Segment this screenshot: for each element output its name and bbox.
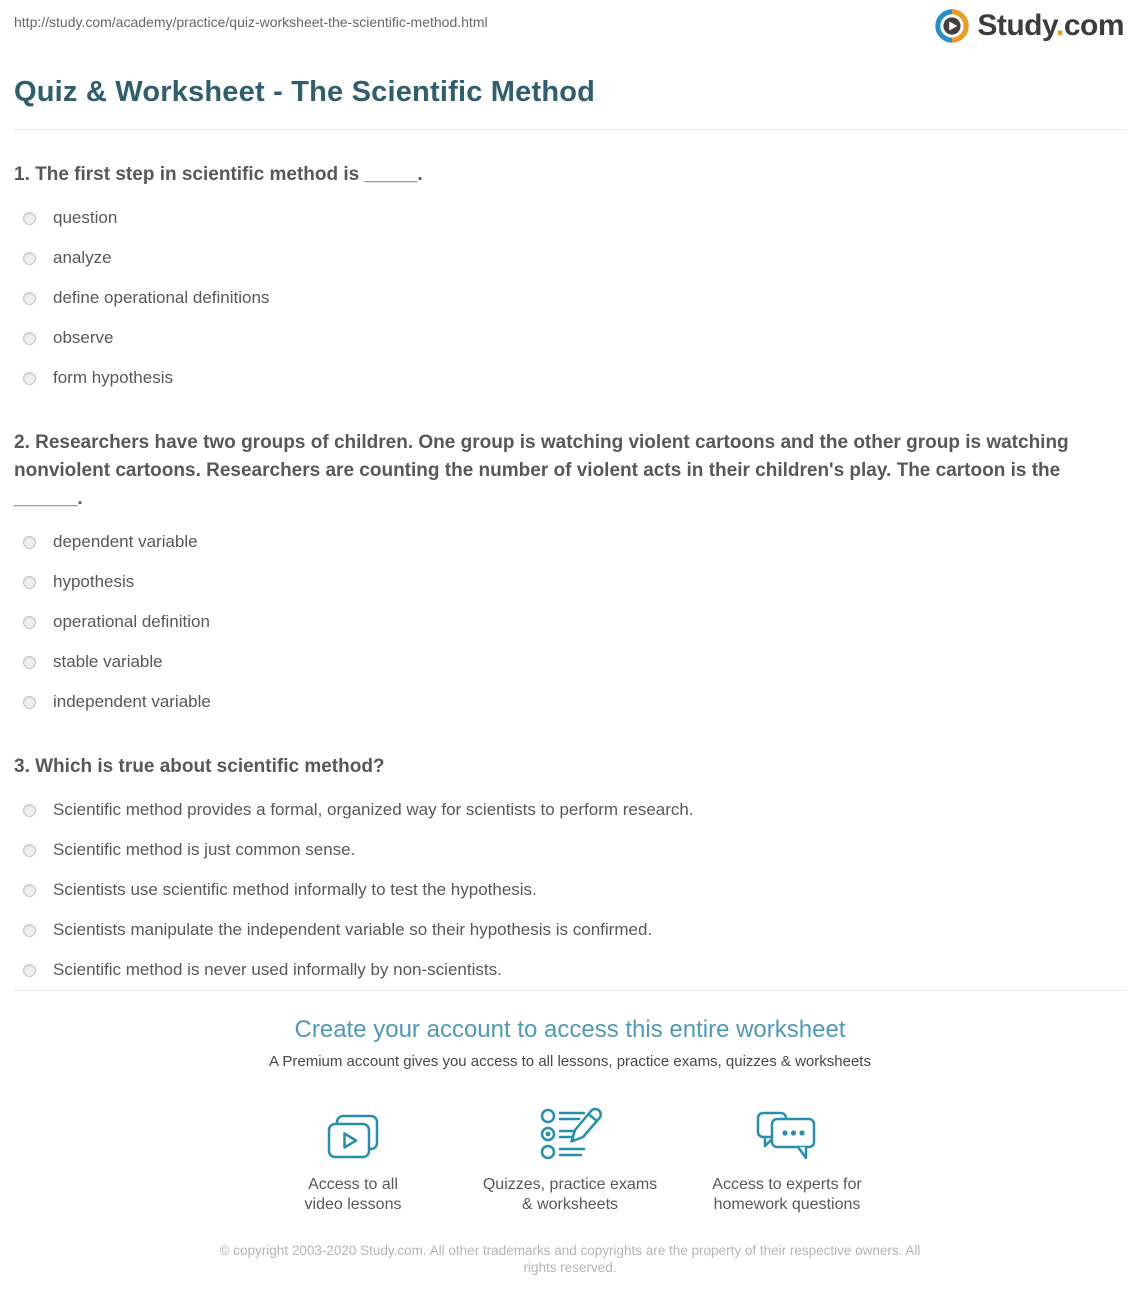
feature-list xyxy=(14,1103,1126,1215)
studycom-logo[interactable] xyxy=(934,8,1124,44)
radio-button[interactable] xyxy=(23,804,36,817)
feature-label: Access to experts for homework questions xyxy=(712,1176,862,1213)
answer-option[interactable] xyxy=(23,870,1126,910)
option-label: independent variable xyxy=(53,692,211,711)
option-label: question xyxy=(53,208,118,227)
cta-heading[interactable]: Create your account to access this entire worksheet xyxy=(294,1016,846,1043)
radio-button[interactable] xyxy=(23,332,36,345)
feature-homework-experts xyxy=(679,1103,896,1215)
option-label: Scientific method is never used informally by non-scientists. xyxy=(53,960,502,979)
feature-label: Access to all video lessons xyxy=(304,1176,402,1213)
answer-option[interactable] xyxy=(23,278,1126,318)
answer-option[interactable] xyxy=(23,318,1126,358)
answer-option[interactable] xyxy=(23,238,1126,278)
studycom-logo-text: Study.com xyxy=(977,9,1124,42)
title-divider xyxy=(14,129,1126,130)
radio-button[interactable] xyxy=(23,656,36,669)
answer-option[interactable] xyxy=(23,358,1126,398)
cta-subheading: A Premium account gives you access to all lessons, practice exams, quizzes & worksheets xyxy=(269,1053,871,1070)
option-label: Scientists use scientific method informally to test the hypothesis. xyxy=(53,880,537,899)
option-label: observe xyxy=(53,328,114,347)
radio-button[interactable] xyxy=(23,252,36,265)
question-1 xyxy=(14,161,1126,398)
radio-button[interactable] xyxy=(23,372,36,385)
radio-button[interactable] xyxy=(23,844,36,857)
answer-option[interactable] xyxy=(23,830,1126,870)
question-3 xyxy=(14,753,1126,990)
question-text: 3. Which is true about scientific method? xyxy=(14,756,385,777)
chat-experts-icon xyxy=(755,1109,819,1165)
footer xyxy=(14,1016,1126,1276)
radio-button[interactable] xyxy=(23,924,36,937)
radio-button[interactable] xyxy=(23,212,36,225)
answer-option[interactable] xyxy=(23,198,1126,238)
radio-button[interactable] xyxy=(23,292,36,305)
video-lessons-icon xyxy=(323,1113,383,1165)
feature-video-lessons xyxy=(245,1103,462,1215)
option-label: form hypothesis xyxy=(53,368,173,387)
option-label: Scientific method provides a formal, organized way for scientists to perform research. xyxy=(53,800,694,819)
option-label: dependent variable xyxy=(53,532,198,551)
question-2 xyxy=(14,429,1126,722)
option-label: Scientific method is just common sense. xyxy=(53,840,356,859)
answer-option[interactable] xyxy=(23,562,1126,602)
answer-option[interactable] xyxy=(23,682,1126,722)
radio-button[interactable] xyxy=(23,964,36,977)
option-label: analyze xyxy=(53,248,112,267)
radio-button[interactable] xyxy=(23,696,36,709)
answer-option[interactable] xyxy=(23,950,1126,990)
option-label: operational definition xyxy=(53,612,210,631)
header xyxy=(14,0,1126,44)
answer-option[interactable] xyxy=(23,602,1126,642)
answer-option[interactable] xyxy=(23,910,1126,950)
answer-option[interactable] xyxy=(23,522,1126,562)
radio-button[interactable] xyxy=(23,884,36,897)
radio-button[interactable] xyxy=(23,576,36,589)
page-title: Quiz & Worksheet - The Scientific Method xyxy=(14,76,596,108)
option-label: define operational definitions xyxy=(53,288,270,307)
radio-button[interactable] xyxy=(23,616,36,629)
feature-label: Quizzes, practice exams & worksheets xyxy=(482,1176,658,1213)
question-text: 2. Researchers have two groups of children. One group is watching violent cartoons and the other group is watching nonviolent cartoons. Researchers are counting the number of violent acts in their children's play. The cartoon is the ______. xyxy=(14,432,1069,509)
answer-option[interactable] xyxy=(23,790,1126,830)
radio-button[interactable] xyxy=(23,536,36,549)
studycom-logo-icon xyxy=(934,8,970,44)
option-label: Scientists manipulate the independent variable so their hypothesis is confirmed. xyxy=(53,920,653,939)
feature-quizzes-worksheets xyxy=(462,1103,679,1215)
option-label: hypothesis xyxy=(53,572,135,591)
option-label: stable variable xyxy=(53,652,163,671)
answer-option[interactable] xyxy=(23,642,1126,682)
page-url: http://study.com/academy/practice/quiz-worksheet-the-scientific-method.html xyxy=(14,14,488,30)
copyright-text: © copyright 2003-2020 Study.com. All other trademarks and copyrights are the property of their respective owners. All rights reserved. xyxy=(219,1243,921,1275)
footer-divider xyxy=(14,990,1126,991)
question-text: 1. The first step in scientific method is _____. xyxy=(14,164,423,185)
quiz-worksheets-icon xyxy=(537,1103,603,1165)
